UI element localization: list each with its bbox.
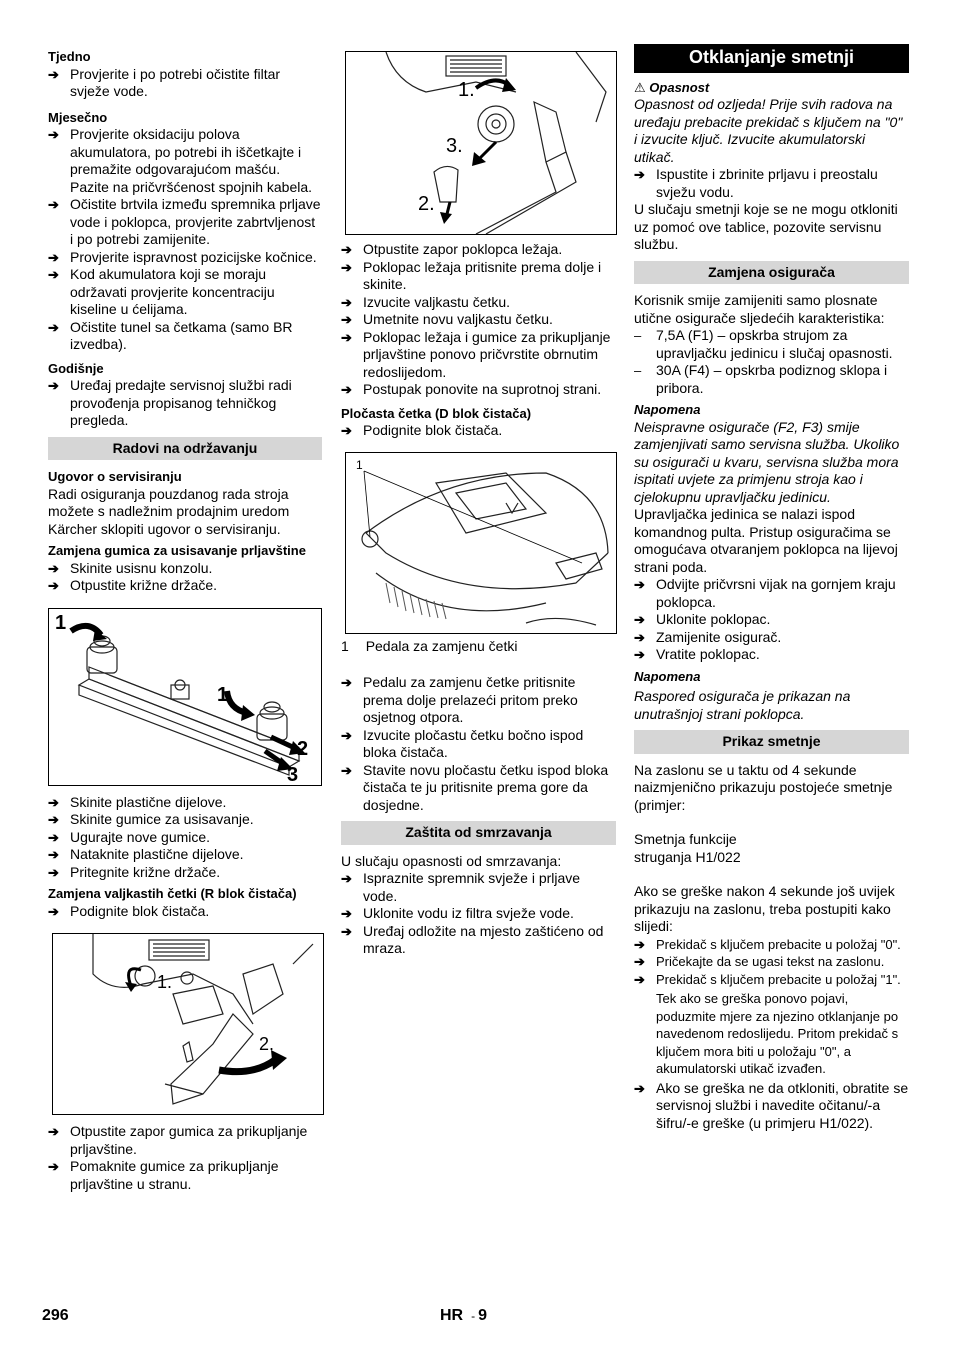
note-text: Raspored osigurača je prikazan na unutrašnjoj strani poklopca. [634,688,851,722]
list-item: ➔ Izvucite valjkastu četku. [341,293,511,310]
paragraph-control-unit: Upravljačka jedinica se nalazi ispod komandnog pulta. Pristup osiguračima se omogućava otvaranjem poklopca na lijevoj strani poda. [634,506,898,575]
list-item: ➔ Nataknite plastične dijelove. [48,846,244,862]
list-cover [634,576,909,664]
figure-legend [341,638,616,656]
heading-valjak: Zamjena valjkastih četki (R blok čistača) [48,886,297,901]
list-item: ➔ Skinite gumice za usisavanje. [48,811,254,827]
callout-label: 1 [55,611,67,634]
arrow-icon: ➔ [634,971,645,987]
list-item: ➔ Uklonite vodu iz filtra svježe vode. [341,905,574,921]
arrow-icon: ➔ [341,727,352,743]
list-valjak [48,903,322,921]
figure-bearing-cover [345,51,617,235]
arrow-icon: ➔ [48,847,59,862]
squeegee-illustration [49,609,321,785]
list-item: ➔ Uređaj predajte servisnoj službi radi provođenja propisanog tehničkog pregleda. [48,377,292,428]
warning-triangle-icon: ⚠ [634,79,646,95]
list-gumice-2 [48,794,322,882]
arrow-icon: ➔ [48,578,59,593]
arrow-icon: ➔ [48,267,59,282]
example-line: Smetnja funkcije [634,831,737,847]
list-tjedno [48,66,322,101]
figure-roller-brush-cover [52,933,324,1115]
arrow-icon: ➔ [48,197,59,212]
list-mjesecno [48,126,322,354]
arrow-icon: ➔ [341,329,352,345]
list-item: ➔ Poklopac ležaja i gumice za prikupljanje prljavštine ponovo pričvrstite obrnutim redoslijedom. [341,328,611,380]
list-item: ➔ Pedalu za zamjenu četke pritisnite prema dolje prelazeći pritom preko osjetnog otpora. [341,674,578,725]
callout-label: 1. [157,972,173,992]
list-item: ➔ Odvijte pričvrsni vijak na gornjem kraju poklopca. [634,576,896,610]
paragraph-steps-intro: Ako se greške nakon 4 sekunde još uvijek prikazuju na zaslonu, treba postupiti kako slijedi: [634,883,895,934]
arrow-icon: ➔ [48,829,59,845]
list-item: ➔ Pričekajte da se ugasi tekst na zaslonu. [634,954,885,969]
list-item: ➔ Vratite poklopac. [634,646,760,662]
list-item: ➔ Ispustite i zbrinite prljavu i preostalu svježu vodu. [634,166,878,200]
arrow-icon: ➔ [48,66,59,82]
arrow-icon: ➔ [48,378,59,393]
arrow-icon: ➔ [634,167,645,182]
heading-ugovor: Ugovor o servisiranju [48,469,182,484]
list-item: ➔ Provjerite oksidaciju polova akumulatora, po potrebi ih iščetkajte i premažite odgovarajućom mašću. Pazite na pričvršćenost spojnih kabela. [48,126,313,195]
figure-disc-brush [345,452,617,634]
list-drain [634,166,909,201]
arrow-icon: ➔ [341,423,352,438]
arrow-icon: ➔ [48,319,59,335]
list-item: ➔ Zamijenite osigurač. [634,628,782,645]
callout-label: 2. [418,193,435,215]
list-item: ➔ Ispraznite spremnik svježe i prljave vode. [341,870,581,904]
list-valjak-2 [48,1123,322,1193]
roller-brush-illustration [53,934,323,1114]
list-item: ➔ Podignite blok čistača. [341,422,503,438]
warning-label: ⚠ Opasnost [634,79,710,95]
arrow-icon: ➔ [48,794,59,810]
disc-brush-illustration [346,453,616,633]
arrow-icon: ➔ [341,312,352,327]
list-item: – 7,5A (F1) – opskrba strujom za upravljačku jedinicu i slučaj opasnosti. [634,327,893,361]
heading-tjedno: Tjedno [48,49,91,64]
list-disc-brush [341,674,616,814]
list-bearing [341,241,616,399]
list-item: ➔ Otpustite zapor gumica za prikupljanje prljavštine. [48,1123,308,1157]
list-item: ➔ Umetnite novu valjkastu četku. [341,311,553,327]
legend-text: Pedala za zamjenu četki [365,637,518,654]
heading-godisnje: Godišnje [48,360,104,376]
arrow-icon: ➔ [634,647,645,662]
list-fuses [634,327,909,397]
arrow-icon: ➔ [341,294,352,310]
paragraph-service: U slučaju smetnji koje se ne mogu otkloniti uz pomoć ove tablice, pozovite servisnu službu. [634,201,898,252]
list-item: ➔ Očistite tunel sa četkama (samo BR izvedba). [48,318,293,352]
list-plocasta [341,422,616,440]
warning-text: Opasnost od ozljeda! Prije svih radova na uređaju prebacite prekidač s ključem na "0" i izvucite ključ. Izvucite akumulatorski utikač. [634,96,903,165]
list-item: ➔ Uklonite poklopac. [634,611,771,627]
heading-mjesecno: Mjesečno [48,109,108,125]
list-item: ➔ Skinite plastične dijelove. [48,793,227,810]
legend-number: 1 [341,637,349,654]
chapter-title: Otklanjanje smetnji [634,44,909,73]
arrow-icon: ➔ [341,382,352,397]
paragraph-prikaz: Na zaslonu se u taktu od 4 sekunde naizmjenično prikazuju postojeće smetnje (primjer: [634,761,893,813]
list-item: ➔ Provjerite ispravnost pozicijske kočnice. [48,248,317,265]
arrow-icon: ➔ [48,1124,59,1139]
arrow-icon: ➔ [341,259,352,275]
section-page-number: 9 [478,1307,488,1324]
note-label: Napomena [634,668,701,684]
arrow-icon: ➔ [48,812,59,827]
page-footer-label: HR - 9 [440,1307,488,1324]
list-item: ➔ Otpustite križne držače. [48,577,218,593]
list-item: ➔ Prekidač s ključem prebacite u položaj "1". [634,971,901,987]
paragraph-indent: Tek ako se greška ponovo pojavi, poduzmite mjere za njezino otklanjanje po navedenom redoslijedu. Pritom prekidač s ključem mora biti u položaju "0", a akumulatorski utikač izvađen. [656,991,899,1076]
arrow-icon: ➔ [634,577,645,592]
callout-label: 1 [356,457,363,472]
column-right [634,44,909,1132]
arrow-icon: ➔ [48,1159,59,1174]
list-item: ➔ Poklopac ležaja pritisnite prema dolje i skinite. [341,258,602,292]
list-godisnje [48,377,322,430]
list-item: ➔ Ako se greška ne da otkloniti, obratite se servisnoj službi i navedite očitanu/-a šifru/-e greške (u primjeru H1/022). [634,1079,909,1131]
arrow-icon: ➔ [341,762,352,778]
section-heading-prikaz: Prikaz smetnje [634,730,909,754]
list-zastita [341,870,616,958]
arrow-icon: ➔ [48,127,59,142]
list-item: ➔ Ugurajte nove gumice. [48,828,211,845]
list-item: ➔ Kod akumulatora koji se moraju održavati provjerite koncentraciju kiseline u ćelijama. [48,266,275,317]
list-final [634,1080,909,1133]
list-item: – 30A (F4) – opskrba podiznog sklopa i pribora. [634,362,888,396]
arrow-icon: ➔ [341,871,352,886]
language-code: HR [440,1307,464,1324]
section-heading-radovi: Radovi na održavanju [48,437,322,461]
list-item: ➔ Podignite blok čistača. [48,902,210,919]
list-item: ➔ Otpustite zapor poklopca ležaja. [341,241,563,257]
callout-label: 3 [287,763,299,785]
paragraph-zastita: U slučaju opasnosti od smrzavanja: [341,852,562,869]
paragraph-osigurac: Korisnik smije zamijeniti samo plosnate utične osigurače sljedećih karakteristika: [634,292,885,326]
column-left [48,44,322,1193]
arrow-icon: ➔ [634,612,645,627]
arrow-icon: ➔ [48,903,59,919]
arrow-icon: ➔ [634,1080,645,1096]
heading-gumice: Zamjena gumica za usisavanje prljavštine [48,543,306,558]
paragraph-ugovor: Radi osiguranja pouzdanog rada stroja možete s nadležnim prodajnim uredom Kärcher sklopiti ugovor o servisiranju. [48,485,290,537]
list-item: ➔ Prekidač s ključem prebacite u položaj "0". [634,936,901,952]
section-heading-osigurac: Zamjena osigurača [634,261,909,285]
arrow-icon: ➔ [341,242,352,257]
arrow-icon: ➔ [48,249,59,265]
list-item: ➔ Stavite novu pločastu četku ispod bloka čistača te ju pritisnite prema gore da dosjedne. [341,761,609,813]
callout-label: 1. [458,79,475,101]
list-item: ➔ Pomaknite gumice za prikupljanje prljavštine u stranu. [48,1158,279,1192]
arrow-icon: ➔ [634,629,645,645]
list-item: ➔ Postupak ponovite na suprotnoj strani. [341,381,602,397]
arrow-icon: ➔ [634,936,645,952]
callout-label: 1 [217,683,229,706]
callout-label: 3. [446,135,463,157]
list-steps [634,936,909,989]
list-gumice [48,560,322,595]
column-middle [341,44,616,958]
example-line: struganja H1/022 [634,848,741,865]
figure-squeegee-lips [48,608,322,786]
arrow-icon: ➔ [48,864,59,880]
list-item: ➔ Pritegnite križne držače. [48,863,221,880]
bearing-cover-illustration [346,52,616,234]
arrow-icon: ➔ [341,906,352,921]
list-item: ➔ Provjerite i po potrebi očistite filtar svježe vode. [48,65,281,99]
arrow-icon: ➔ [48,560,59,576]
arrow-icon: ➔ [341,923,352,939]
arrow-icon: ➔ [341,675,352,690]
note-text: Neispravne osigurače (F2, F3) smije zamjenjivati samo servisna služba. Ukoliko su osigurači u kvaru, servisna služba mora ispitati uvjete za primjenu stroja kao i cjelokupnu upravljačku jedinicu. [634,418,900,505]
page-number: 296 [42,1307,69,1324]
section-heading-zastita: Zaštita od smrzavanja [341,821,616,845]
list-item: ➔ Uređaj odložite na mjesto zaštićeno od mraza. [341,922,604,956]
list-item: ➔ Izvucite pločastu četku bočno ispod bloka čistača. [341,726,584,760]
list-item: ➔ Očistite brtvila između spremnika prljave vode i poklopca, provjerite zabrtvljenost i po potrebi zamijenite. [48,196,321,247]
heading-plocasta: Pločasta četka (D blok čistača) [341,405,532,421]
note-label: Napomena [634,402,701,417]
list-item: ➔ Skinite usisnu konzolu. [48,559,213,576]
callout-label: 2. [259,1034,275,1054]
arrow-icon: ➔ [634,954,645,969]
callout-label: 2 [297,737,309,760]
